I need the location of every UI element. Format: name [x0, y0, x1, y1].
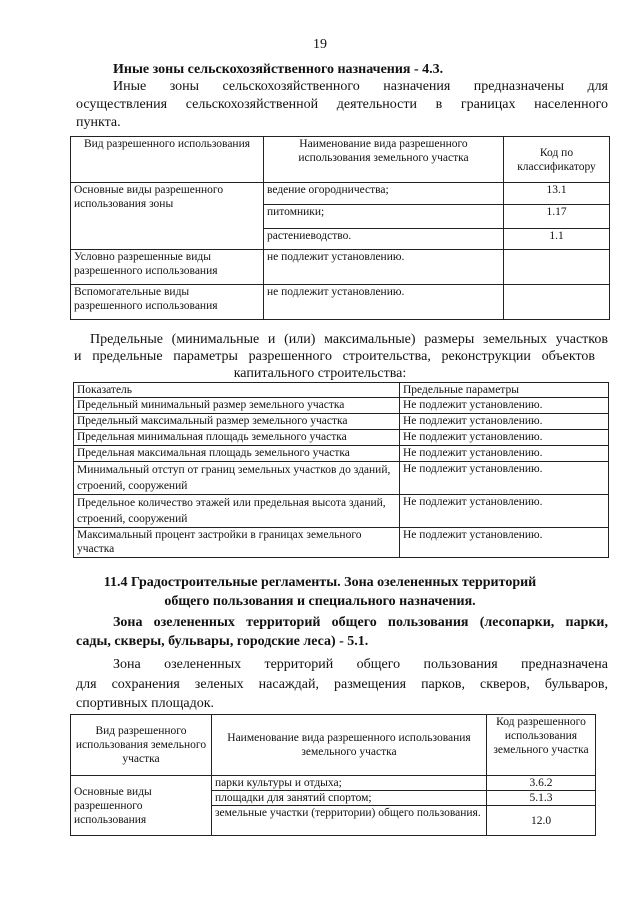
limits-table: [73, 382, 609, 558]
section-11-4-heading-line2: общего пользования и специального назначения.: [164, 594, 476, 609]
zone1-main-row-code: 13.1: [504, 183, 610, 205]
green-header-use-type: Вид разрешенного использования земельного участка: [71, 715, 212, 776]
zone1-conditional-label: Условно разрешенные виды разрешенного использования: [71, 250, 264, 285]
limits-row-indicator: Предельный минимальный размер земельного участка: [74, 398, 400, 414]
limits-row-value: Не подлежит установлению.: [400, 462, 609, 495]
limits-title-line1: Предельные (минимальные и (или) максимальные) размеры земельных участков: [90, 332, 608, 347]
limits-title-line3: капитального строительства:: [233, 366, 407, 381]
zone1-conditional-value: не подлежит установлению.: [264, 250, 504, 285]
green-row-name: площадки для занятий спортом;: [212, 791, 487, 806]
green-row-code: 5.1.3: [487, 791, 596, 806]
zone1-main-row-name: растениеводство.: [264, 229, 504, 250]
zone1-description-line1: Иные зоны сельскохозяйственного назначения предназначены для: [113, 79, 608, 94]
limits-row-value: Не подлежит установлению.: [400, 528, 609, 558]
section-11-4-description-line2: для сохранения зеленых насаждай, размещения парков, скверов, бульваров,: [76, 677, 608, 692]
green-zone-permitted-use-table: [70, 714, 596, 836]
section-11-4-subheading-line1: Зона озелененных территорий общего пользования (лесопарки, парки,: [113, 615, 608, 630]
limits-row-indicator: Предельное количество этажей или предельная высота зданий, строений, сооружений: [74, 495, 400, 528]
green-header-code: Код разрешенного использования земельного участка: [487, 715, 596, 776]
green-row-code: 3.6.2: [487, 776, 596, 791]
limits-title-line2: и предельные параметры разрешенного строительства, реконструкции объектов: [74, 349, 595, 364]
page-number: 19: [313, 37, 327, 52]
zone1-conditional-code: [504, 250, 610, 285]
section-11-4-subheading-line2: сады, скверы, бульвары, городские леса) - 5.1.: [76, 634, 369, 649]
section-11-4-heading-line1: 11.4 Градостроительные регламенты. Зона озелененных территорий: [103, 575, 537, 590]
limits-row-value: Не подлежит установлению.: [400, 414, 609, 430]
limits-row-indicator: Максимальный процент застройки в границах земельного участка: [74, 528, 400, 558]
limits-row-value: Не подлежит установлению.: [400, 398, 609, 414]
limits-row-value: Не подлежит установлению.: [400, 446, 609, 462]
green-row-name: земельные участки (территории) общего пользования.: [212, 806, 487, 836]
limits-row-value: Не подлежит установлению.: [400, 430, 609, 446]
zone1-main-row-name: ведение огородничества;: [264, 183, 504, 205]
limits-header-indicator: Показатель: [74, 383, 400, 398]
limits-row-indicator: Минимальный отступ от границ земельных участков до зданий, строений, сооружений: [74, 462, 400, 495]
zone1-header-code: Код по классификатору: [504, 137, 610, 183]
green-row-name: парки культуры и отдыха;: [212, 776, 487, 791]
section-11-4-description-line1: Зона озелененных территорий общего пользования предназначена: [113, 657, 608, 672]
zone1-auxiliary-code: [504, 285, 610, 320]
zone1-permitted-use-table: [70, 136, 610, 320]
limits-row-value: Не подлежит установлению.: [400, 495, 609, 528]
zone1-auxiliary-label: Вспомогательные виды разрешенного использования: [71, 285, 264, 320]
zone1-description-line3: пункта.: [76, 115, 121, 130]
limits-header-value: Предельные параметры: [400, 383, 609, 398]
green-header-use-name: Наименование вида разрешенного использования земельного участка: [212, 715, 487, 776]
zone1-main-row-code: 1.1: [504, 229, 610, 250]
zone1-description-line2: осуществления сельскохозяйственной деятельности в границах населенного: [76, 97, 608, 112]
zone1-main-row-code: 1.17: [504, 205, 610, 229]
zone1-header-use-type: Вид разрешенного использования: [71, 137, 264, 183]
zone1-header-use-name: Наименование вида разрешенного использования земельного участка: [264, 137, 504, 183]
green-main-label: Основные виды разрешенного использования: [71, 776, 212, 836]
section-11-4-description-line3: спортивных площадок.: [76, 696, 215, 711]
zone1-heading: Иные зоны сельскохозяйственного назначения - 4.3.: [113, 62, 444, 77]
limits-row-indicator: Предельный максимальный размер земельного участка: [74, 414, 400, 430]
limits-row-indicator: Предельная максимальная площадь земельного участка: [74, 446, 400, 462]
zone1-main-row-name: питомники;: [264, 205, 504, 229]
zone1-auxiliary-value: не подлежит установлению.: [264, 285, 504, 320]
green-row-code: 12.0: [487, 806, 596, 836]
zone1-main-label: Основные виды разрешенного использования зоны: [71, 183, 264, 250]
limits-row-indicator: Предельная минимальная площадь земельного участка: [74, 430, 400, 446]
